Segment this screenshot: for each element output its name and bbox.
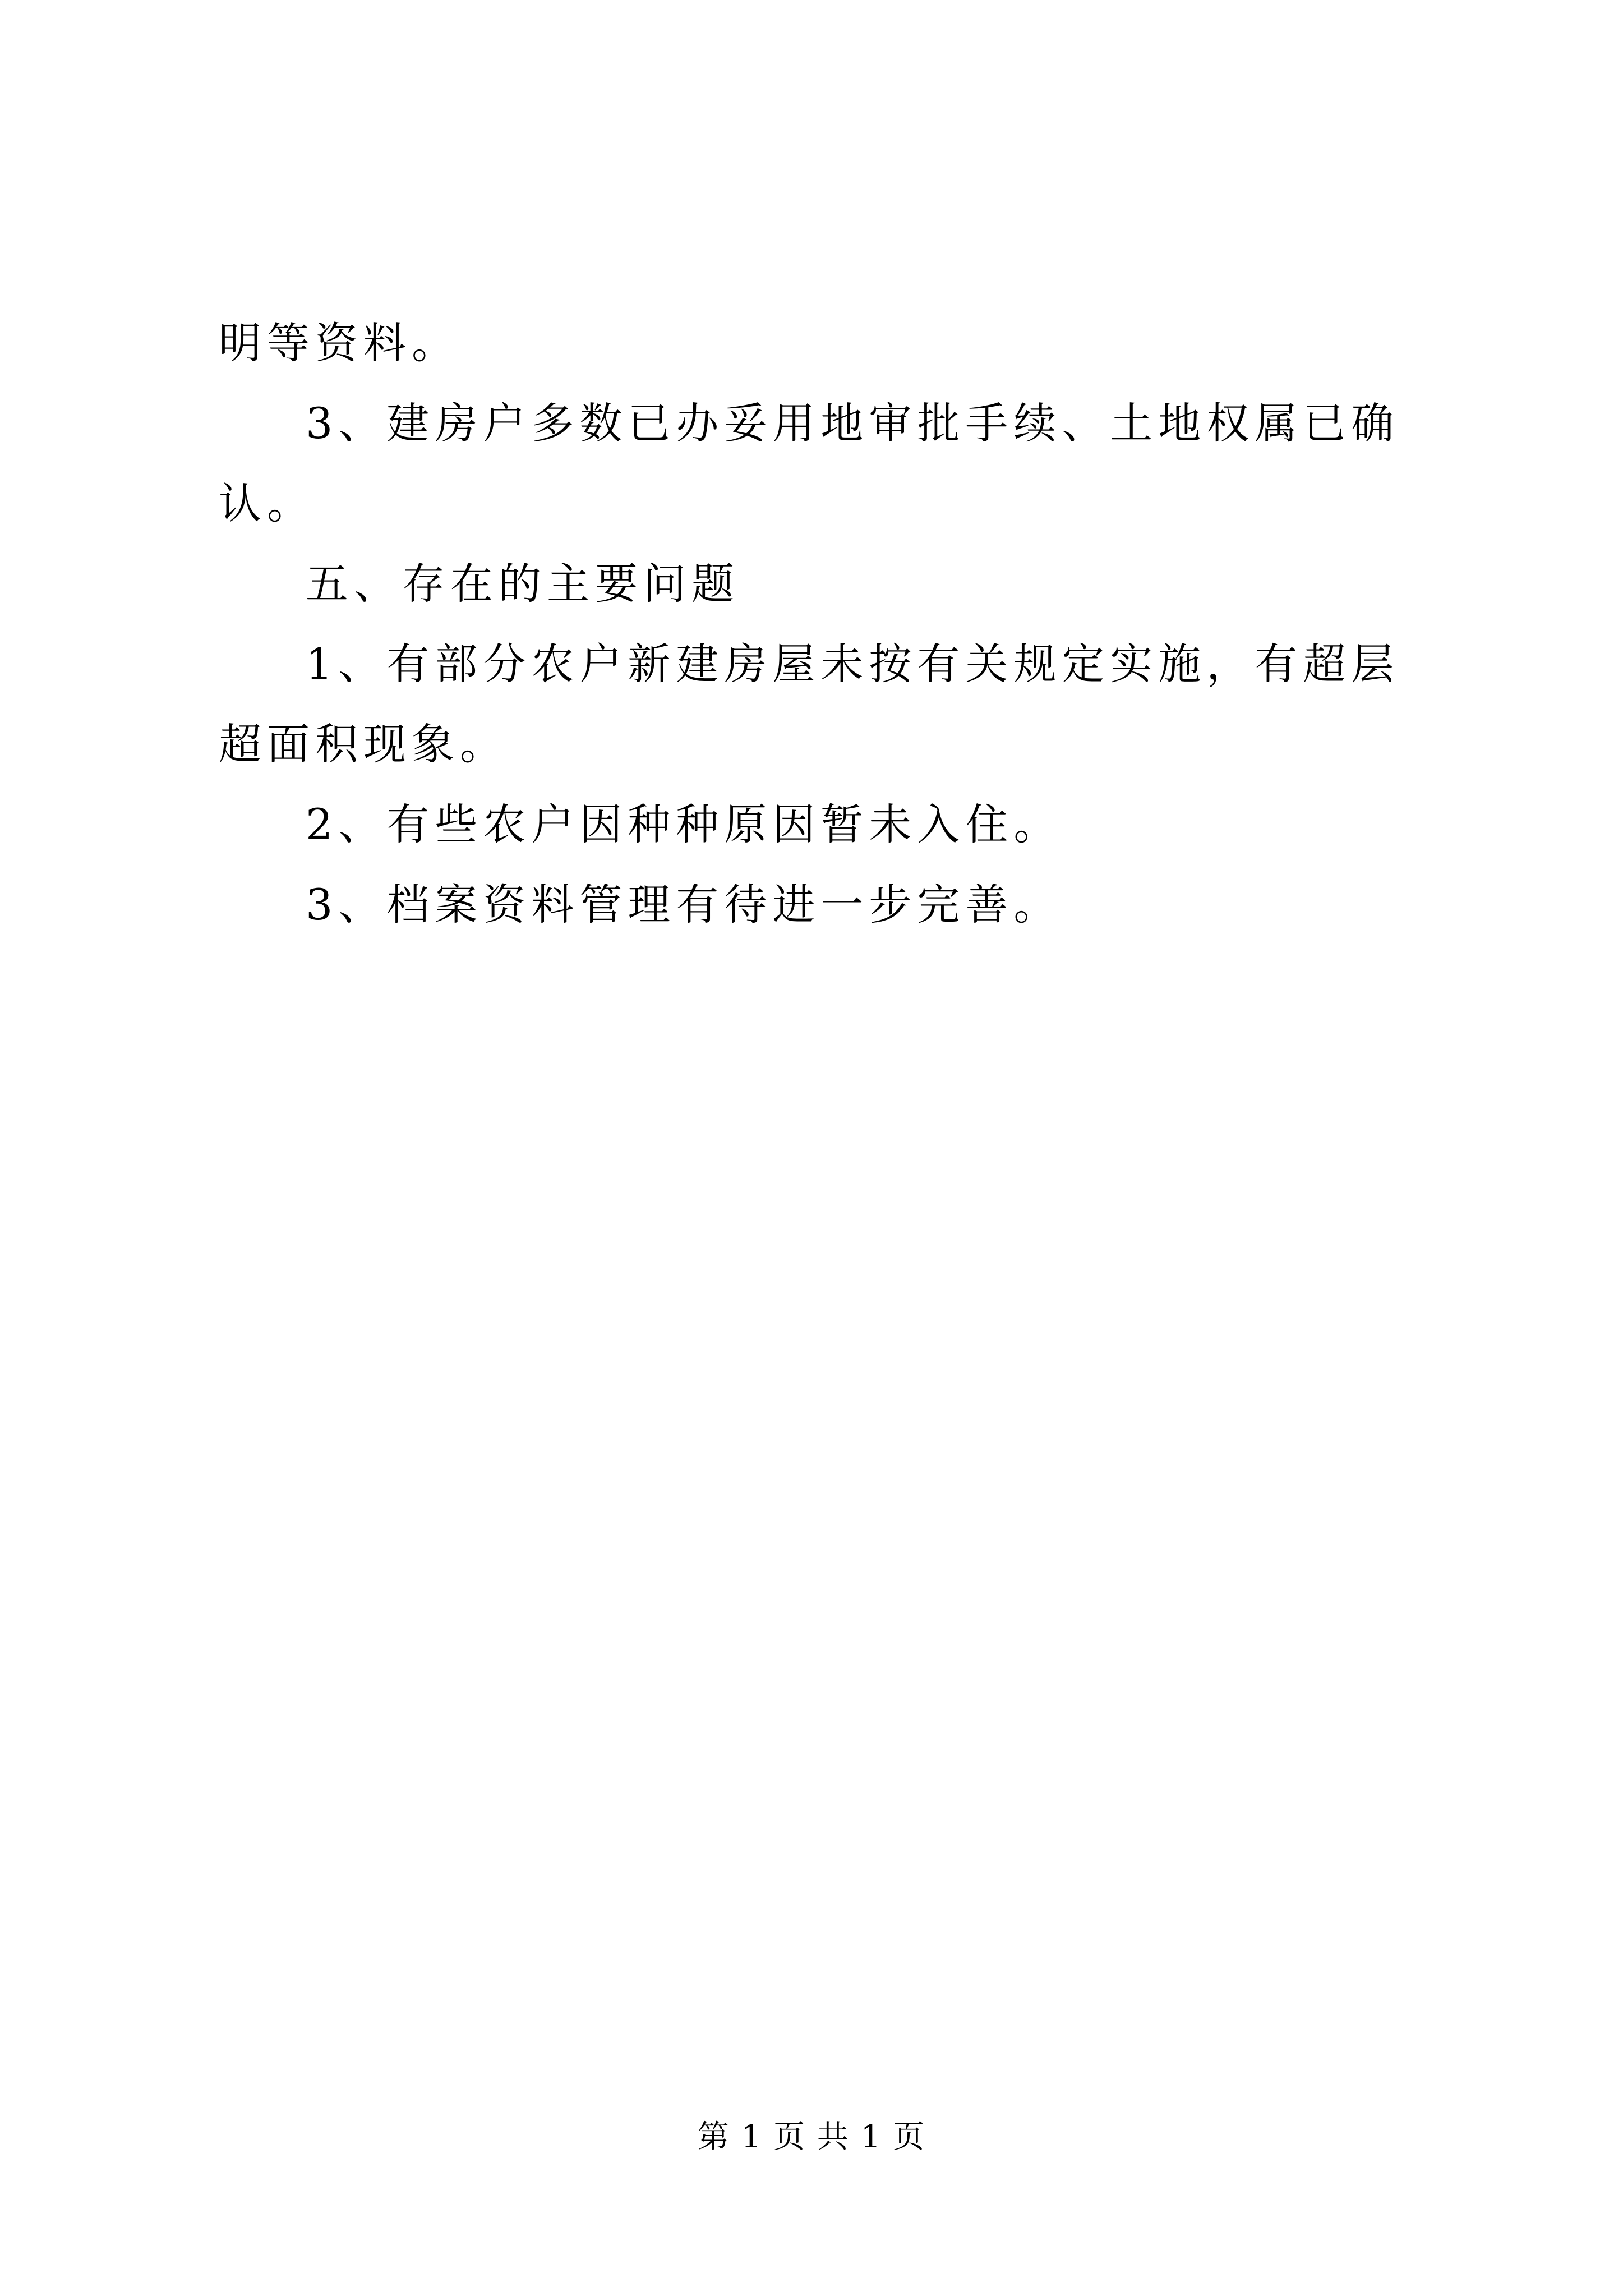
paragraph-problem-1: 1、有部分农户新建房屋未按有关规定实施，有超层超面积现象。 bbox=[219, 639, 1400, 769]
page-footer: 第 1 页 共 1 页 bbox=[697, 2119, 926, 2155]
paragraph-problem-2: 2、有些农户因种种原因暂未入住。 bbox=[306, 799, 1062, 849]
paragraph-continuation: 明等资料。 bbox=[219, 318, 460, 368]
section-heading-main-problems: 五、存在的主要问题 bbox=[306, 559, 740, 609]
paragraph-problem-3: 3、档案资料管理有待进一步完善。 bbox=[306, 880, 1062, 930]
document-body bbox=[219, 303, 1419, 945]
paragraph-item-3-land-approval: 3、建房户多数已办妥用地审批手续、土地权属已确认。 bbox=[219, 398, 1400, 528]
